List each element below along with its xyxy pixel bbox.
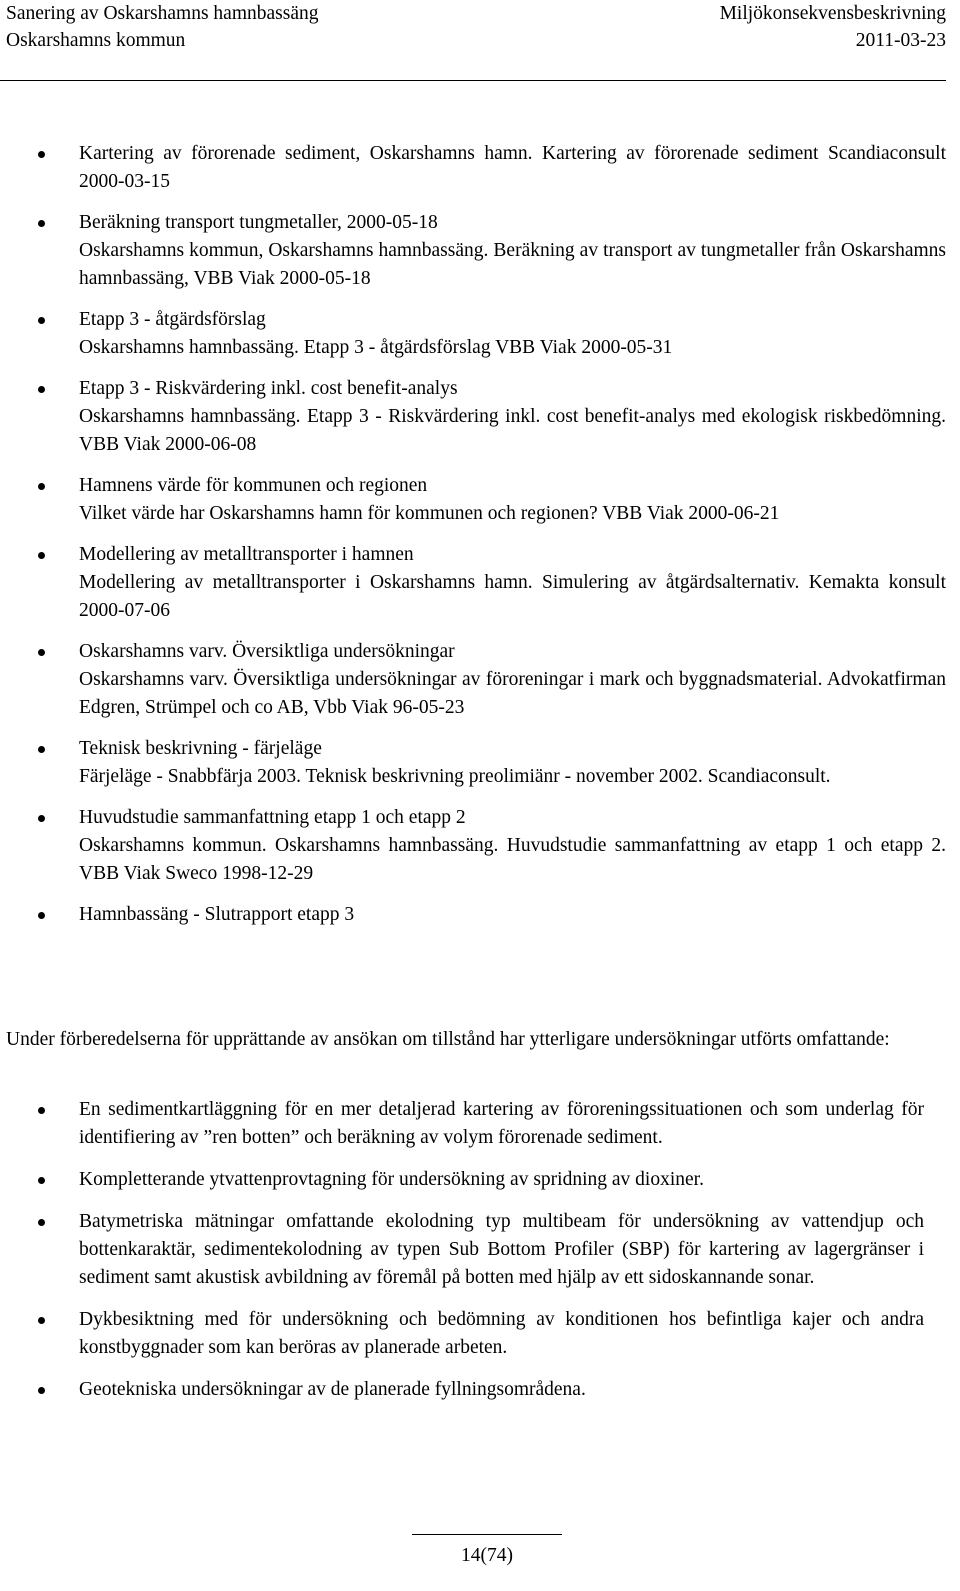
intro-paragraph: Under förberedelserna för upprättande av ansökan om tillstånd har ytterligare undersökningar utförts omfattande:	[6, 1029, 890, 1050]
report-list	[0, 140, 946, 942]
report-description: Vilket värde har Oskarshamns hamn för kommunen och regionen? VBB Viak 2000-06-21	[79, 503, 780, 524]
list-item	[0, 1306, 946, 1362]
report-description: Oskarshamns kommun, Oskarshamns hamnbassäng. Beräkning av transport av tungmetaller från Oskarshamns hamnbassäng, VBB Viak 2000-05-18	[79, 240, 946, 289]
bullet-icon	[38, 220, 45, 227]
report-title: Hamnens värde för kommunen och regionen	[79, 475, 428, 496]
header-right	[720, 0, 946, 54]
list-item	[0, 541, 946, 625]
bullet-icon	[38, 1219, 45, 1226]
report-title: Etapp 3 - åtgärdsförslag	[79, 309, 266, 330]
list-item	[0, 638, 946, 722]
investigation-list	[0, 1096, 946, 1418]
bullet-icon	[38, 746, 45, 753]
doc-date: 2011-03-23	[855, 30, 946, 51]
list-item	[0, 1376, 946, 1404]
report-description: Oskarshamns varv. Översiktliga undersökningar av föroreningar i mark och byggnadsmaterial. Advokatfirman Edgren, Strümpel och co AB, Vbb Viak 96-05-23	[79, 669, 946, 718]
report-description: Kartering av förorenade sediment, Oskarshamns hamn. Kartering av förorenade sediment Scandiaconsult 2000-03-15	[79, 143, 946, 192]
organization: Oskarshamns kommun	[6, 30, 186, 51]
bullet-icon	[38, 1107, 45, 1114]
investigation-text: Dykbesiktning med för undersökning och bedömning av konditionen hos befintliga kajer och andra konstbyggnader som kan beröras av planerade arbeten.	[79, 1309, 924, 1358]
investigation-text: Geotekniska undersökningar av de planerade fyllningsområdena.	[79, 1379, 586, 1400]
investigation-text: En sedimentkartläggning för en mer detaljerad kartering av föroreningssituationen och som underlag för identifiering av ”ren botten” och beräkning av volym förorenade sediment.	[79, 1099, 924, 1148]
list-item	[0, 901, 946, 929]
list-item	[0, 140, 946, 196]
report-title: Hamnbassäng - Slutrapport etapp 3	[79, 904, 355, 925]
page-header	[0, 0, 946, 81]
bullet-icon	[38, 815, 45, 822]
bullet-icon	[38, 649, 45, 656]
report-title: Modellering av metalltransporter i hamnen	[79, 544, 414, 565]
report-title: Etapp 3 - Riskvärdering inkl. cost benefit-analys	[79, 378, 458, 399]
list-item	[0, 209, 946, 293]
bullet-icon	[38, 1387, 45, 1394]
bullet-icon	[38, 912, 45, 919]
investigation-text: Batymetriska mätningar omfattande ekolodning typ multibeam för undersökning av vattendjup och bottenkaraktär, sedimentekolodning av typen Sub Bottom Profiler (SBP) för kartering av lagergränser i sediment samt akustisk avbildning av föremål på botten med hjälp av ett sidoskannande sonar.	[79, 1211, 924, 1288]
bullet-icon	[38, 386, 45, 393]
page-footer	[0, 1534, 946, 1591]
bullet-icon	[38, 1317, 45, 1324]
report-description: Oskarshamns kommun. Oskarshamns hamnbassäng. Huvudstudie sammanfattning av etapp 1 och etapp 2. VBB Viak Sweco 1998-12-29	[79, 835, 946, 884]
report-description: Färjeläge - Snabbfärja 2003. Teknisk beskrivning preolimiänr - november 2002. Scandiaconsult.	[79, 766, 831, 787]
list-item	[0, 735, 946, 791]
page-number: 14(74)	[461, 1545, 513, 1566]
header-left	[6, 0, 318, 54]
list-item	[0, 472, 946, 528]
list-item	[0, 306, 946, 362]
list-item	[0, 804, 946, 888]
report-title: Teknisk beskrivning - färjeläge	[79, 738, 322, 759]
bullet-icon	[38, 317, 45, 324]
report-description: Oskarshamns hamnbassäng. Etapp 3 - åtgärdsförslag VBB Viak 2000-05-31	[79, 337, 673, 358]
report-description: Oskarshamns hamnbassäng. Etapp 3 - Riskvärdering inkl. cost benefit-analys med ekologisk riskbedömning. VBB Viak 2000-06-08	[79, 406, 946, 455]
list-item	[0, 375, 946, 459]
report-title: Oskarshamns varv. Översiktliga undersökningar	[79, 641, 455, 662]
list-item	[0, 1208, 946, 1292]
bullet-icon	[38, 483, 45, 490]
investigation-text: Kompletterande ytvattenprovtagning för undersökning av spridning av dioxiner.	[79, 1169, 704, 1190]
footer-divider	[412, 1534, 562, 1535]
bullet-icon	[38, 151, 45, 158]
bullet-icon	[38, 1177, 45, 1184]
doc-type: Miljökonsekvensbeskrivning	[719, 3, 946, 24]
bullet-icon	[38, 552, 45, 559]
report-title: Beräkning transport tungmetaller, 2000-05-18	[79, 212, 438, 233]
list-item	[0, 1166, 946, 1194]
report-description: Modellering av metalltransporter i Oskarshamns hamn. Simulering av åtgärdsalternativ. Kemakta konsult 2000-07-06	[79, 572, 946, 621]
doc-title: Sanering av Oskarshamns hamnbassäng	[6, 3, 319, 24]
list-item	[0, 1096, 946, 1152]
report-title: Huvudstudie sammanfattning etapp 1 och etapp 2	[79, 807, 466, 828]
